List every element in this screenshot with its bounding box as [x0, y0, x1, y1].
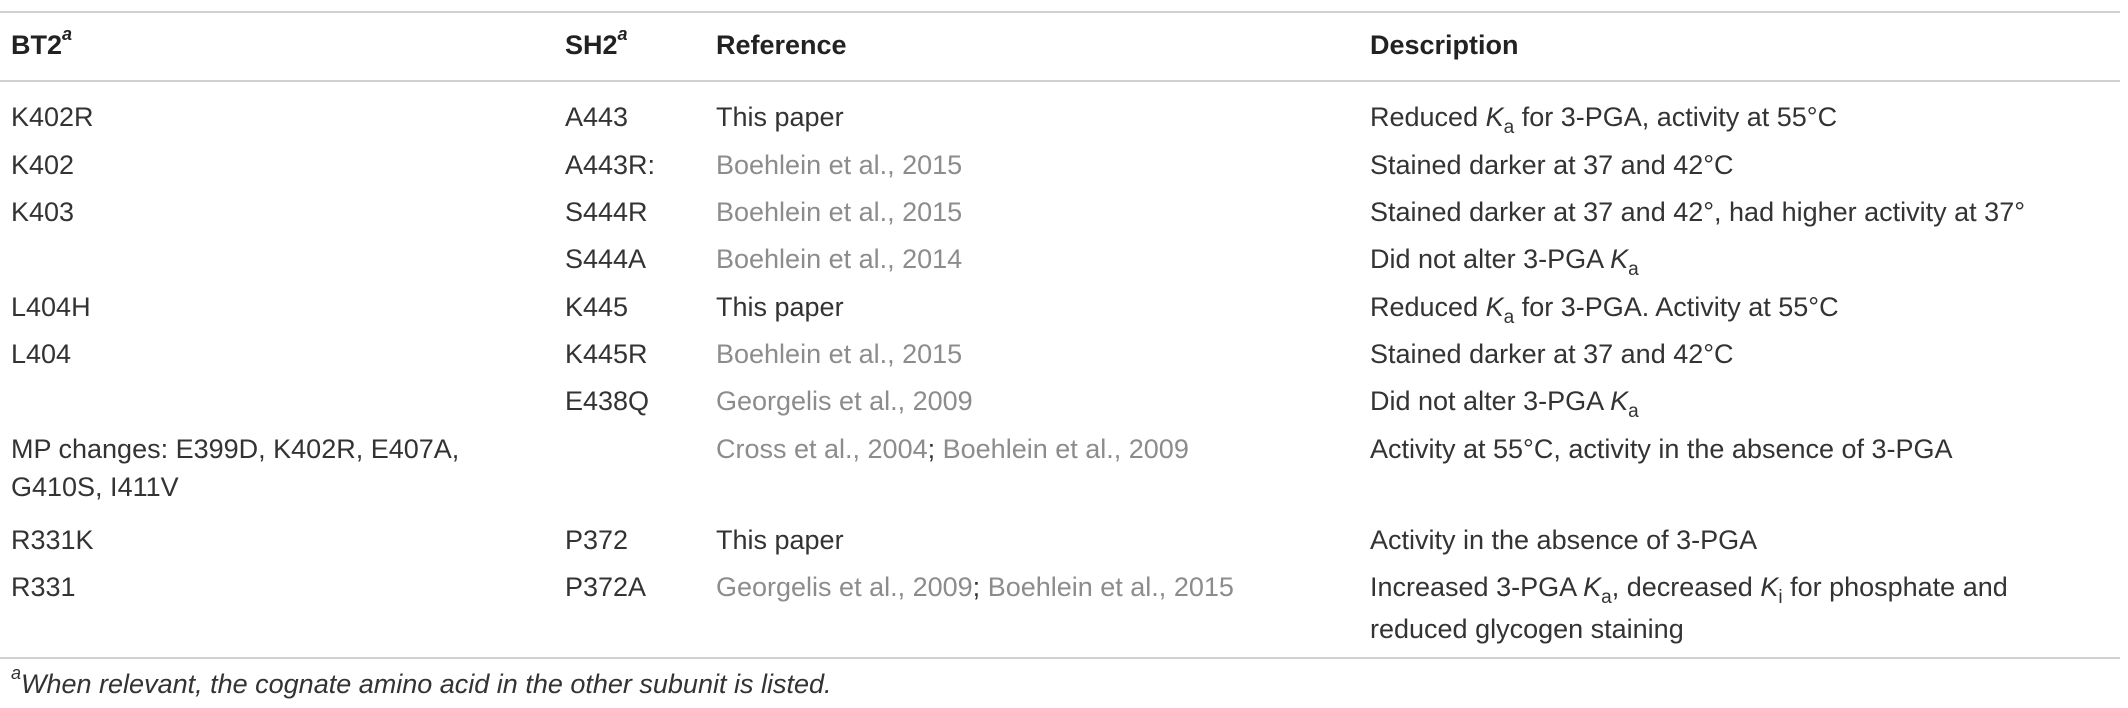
reference-text: This paper [716, 102, 844, 132]
cell-bt2-text: R331K [11, 525, 94, 555]
table-footnote: $^a$When relevant, the cognate amino acid in the other subunit is listed. [11, 663, 832, 699]
cell-bt2-text: K403 [11, 197, 75, 227]
description-part: , decreased [1611, 572, 1761, 602]
description-part: a [1503, 307, 1515, 328]
cell-sh2: S444R [565, 197, 648, 227]
header-bt2: BT2$^a$ [11, 24, 73, 60]
cell-reference [716, 193, 962, 231]
description-part: K [1485, 102, 1504, 132]
cell-sh2: P372A [565, 572, 647, 602]
cell-description [1370, 430, 1953, 468]
description-part: for 3-PGA, activity at 55°C [1514, 102, 1838, 132]
cell-bt2-text-line2: G410S, I411V [11, 472, 179, 502]
cell-reference [716, 288, 844, 326]
header-sh2: SH2$^a$ [565, 24, 628, 60]
cell-description [1370, 335, 1734, 373]
description-line2: reduced glycogen staining [1370, 614, 1684, 644]
cell-reference [716, 98, 844, 136]
cell-reference [716, 568, 1234, 606]
cell-bt2-text: K402 [11, 150, 75, 180]
description-part: i [1778, 587, 1783, 608]
cell-bt2-text: MP changes: E399D, K402R, E407A, [11, 434, 460, 464]
reference-link[interactable]: Georgelis et al., 2009 [716, 572, 973, 602]
cell-bt2 [11, 521, 94, 559]
cell-description [1370, 288, 1839, 330]
cell-description [1370, 382, 1639, 424]
cell-bt2 [11, 335, 71, 373]
cell-bt2-text: L404H [11, 292, 91, 322]
cell-reference [716, 521, 844, 559]
reference-link[interactable]: Boehlein et al., 2015 [716, 339, 963, 369]
description-part: for phosphate and [1782, 572, 2008, 602]
description-part: Did not alter 3-PGA [1370, 386, 1611, 416]
cell-sh2: A443 [565, 102, 629, 132]
cell-description [1370, 240, 1639, 282]
reference-text: This paper [716, 525, 844, 555]
description-part: Stained darker at 37 and 42°C [1370, 339, 1734, 369]
reference-link[interactable]: Boehlein et al., 2015 [987, 572, 1234, 602]
reference-text: ; [972, 572, 988, 602]
cell-bt2 [11, 568, 76, 606]
description-part: a [1628, 401, 1639, 422]
cell-bt2-text: K402R [11, 102, 94, 132]
cell-bt2-text: R331 [11, 572, 76, 602]
reference-text: ; [927, 434, 943, 464]
description-part: Did not alter 3-PGA [1370, 244, 1611, 274]
cell-reference [716, 430, 1189, 468]
cell-description [1370, 98, 1837, 140]
header-rule [0, 80, 2120, 82]
reference-link[interactable]: Boehlein et al., 2014 [716, 244, 963, 274]
description-part: Activity at 55°C, activity in the absence of 3-PGA [1370, 434, 1953, 464]
cell-sh2: E438Q [565, 386, 650, 416]
description-part: Reduced [1370, 292, 1486, 322]
cell-bt2 [11, 193, 74, 231]
header-reference: Reference [716, 30, 847, 60]
cell-bt2 [11, 98, 94, 136]
description-part: Increased 3-PGA [1370, 572, 1584, 602]
description-part: K [1610, 386, 1629, 416]
cell-sh2: K445R [565, 339, 648, 369]
reference-link[interactable]: Boehlein et al., 2015 [716, 197, 963, 227]
cell-reference [716, 382, 973, 420]
description-part: K [1583, 572, 1602, 602]
cell-bt2 [11, 430, 459, 506]
description-part: Reduced [1370, 102, 1486, 132]
cell-sh2: S444A [565, 244, 647, 274]
cell-reference [716, 335, 962, 373]
description-part: for 3-PGA. Activity at 55°C [1514, 292, 1839, 322]
description-part: Stained darker at 37 and 42°, had higher activity at 37° [1370, 197, 2026, 227]
cell-bt2 [11, 288, 91, 326]
cell-description [1370, 568, 2008, 648]
cell-description [1370, 193, 2025, 231]
reference-link[interactable]: Georgelis et al., 2009 [716, 386, 973, 416]
table-top-rule [0, 11, 2120, 13]
cell-sh2: A443R: [565, 150, 656, 180]
description-part: a [1503, 117, 1515, 138]
description-part: K [1610, 244, 1629, 274]
description-part: K [1485, 292, 1504, 322]
description-part: a [1601, 587, 1612, 608]
cell-reference [716, 240, 962, 278]
description-part: a [1628, 259, 1639, 280]
reference-link[interactable]: Boehlein et al., 2009 [942, 434, 1189, 464]
table-bottom-rule [0, 657, 2120, 659]
reference-link[interactable]: Cross et al., 2004 [716, 434, 928, 464]
cell-description [1370, 146, 1734, 184]
cell-sh2: P372 [565, 525, 629, 555]
cell-sh2: K445 [565, 292, 629, 322]
reference-text: This paper [716, 292, 844, 322]
cell-description [1370, 521, 1757, 559]
cell-bt2 [11, 146, 74, 184]
cell-bt2-text: L404 [11, 339, 72, 369]
description-part: K [1760, 572, 1779, 602]
description-part: Activity in the absence of 3-PGA [1370, 525, 1758, 555]
reference-link[interactable]: Boehlein et al., 2015 [716, 150, 963, 180]
header-description: Description [1370, 30, 1519, 60]
description-part: Stained darker at 37 and 42°C [1370, 150, 1734, 180]
cell-reference [716, 146, 962, 184]
